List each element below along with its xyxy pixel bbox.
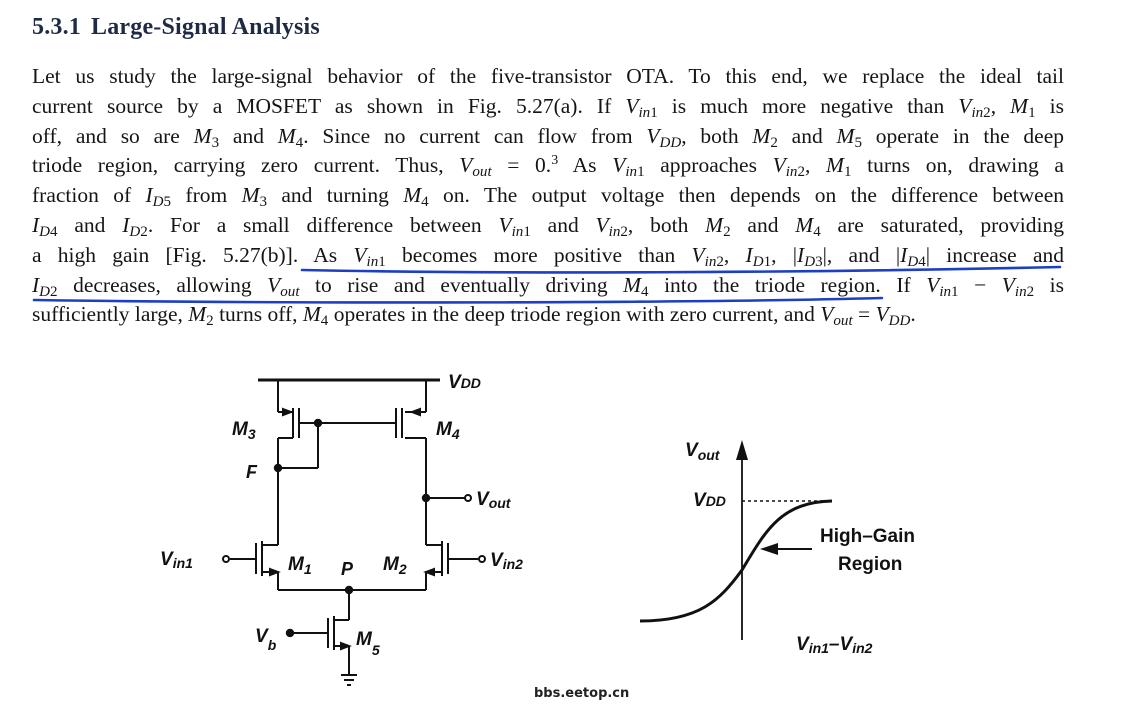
m1-label: $M_1$ (288, 554, 312, 577)
vin2-label: Vin2 (490, 550, 523, 572)
plot-x-axis-label: Vin1–Vin2 (796, 634, 873, 656)
paragraph-line-7: a high gain [Fig. 5.27(b)]. As $V_{in1}$ becomes more positive than $V_{in2}$, $I_{D1}$, $|I_{D3}|$, and $|I_{D4}|$ increase and (32, 242, 1064, 270)
vb-label: $V_b$ (255, 626, 277, 653)
paragraph-line-1: Let us study the large-signal behavior of the five-transistor OTA. To this end, we replace the ideal tail (32, 64, 1064, 88)
annotation-arrowhead (760, 543, 778, 555)
plot-vout-label: $V_{out}$ (685, 440, 720, 463)
plot-vdd-label: VDD (693, 490, 726, 511)
vin1-label: Vin1 (160, 549, 193, 571)
paragraph-line-9: sufficiently large, $M_2$ turns off, $M_4$ operates in the deep triode region with zero current, and $V_{out} = V_{DD}$. (32, 302, 916, 330)
underline-line-8 (34, 298, 882, 302)
underline-line-7 (302, 267, 1060, 272)
ground-symbol (341, 675, 357, 685)
highlight-underlines (34, 267, 1060, 302)
m4-symbol (396, 380, 471, 538)
m5-symbol (287, 616, 349, 675)
m3-label: $M_3$ (232, 419, 256, 442)
paragraph-line-2: current source by a MOSFET as shown in Fig. 5.27(a). If $V_{in1}$ is much more negative than $V_{in2}$, $M_1$ is (32, 93, 1064, 121)
m4-label: $M_4$ (436, 419, 460, 442)
m1-symbol (223, 512, 278, 590)
paragraph-line-8: $I_{D2}$ decreases, allowing $V_{out}$ to rise and eventually driving $M_4$ into the triode region. If $V_{in1} - V_{in2}$ is (32, 272, 1064, 300)
section-title: Large-Signal Analysis (91, 14, 320, 40)
y-axis-arrow (736, 440, 748, 460)
transfer-curve-plot (640, 440, 832, 640)
node-f-label: F (246, 462, 257, 482)
region-label: Region (838, 554, 903, 575)
high-gain-label: High–Gain (820, 526, 916, 547)
m2-label: $M_2$ (383, 554, 407, 577)
paragraph-line-5: fraction of $I_{D5}$ from $M_3$ and turning $M_4$ on. The output voltage then depends on the difference between (32, 183, 1064, 210)
m2-symbol (426, 538, 485, 590)
watermark: bbs.eetop.cn (534, 686, 630, 701)
paragraph-line-6: $I_{D4}$ and $I_{D2}$. For a small difference between $V_{in1}$ and $V_{in2}$, both $M_2$ and $M_4$ are saturated, providing (32, 212, 1064, 240)
vdd-label: VDD (448, 372, 481, 393)
paragraph-line-4: triode region, carrying zero current. Thus, $V_{out} = 0.^3$ As $V_{in1}$ approaches $V_{in2}$, $M_1$ turns on, drawing a (32, 153, 1064, 181)
section-number: 5.3.1 (32, 14, 81, 40)
node-p-label: P (341, 559, 354, 579)
paragraph-line-3: off, and so are $M_3$ and $M_4$. Since no current can flow from $V_{DD}$, both $M_2$ and $M_5$ operate in the deep (32, 123, 1064, 151)
m3-symbol (275, 380, 396, 512)
m5-label: $M_5$ (356, 629, 380, 658)
schematic-labels (160, 372, 523, 658)
transfer-curve (640, 501, 832, 621)
vout-label: Vout (476, 489, 511, 511)
